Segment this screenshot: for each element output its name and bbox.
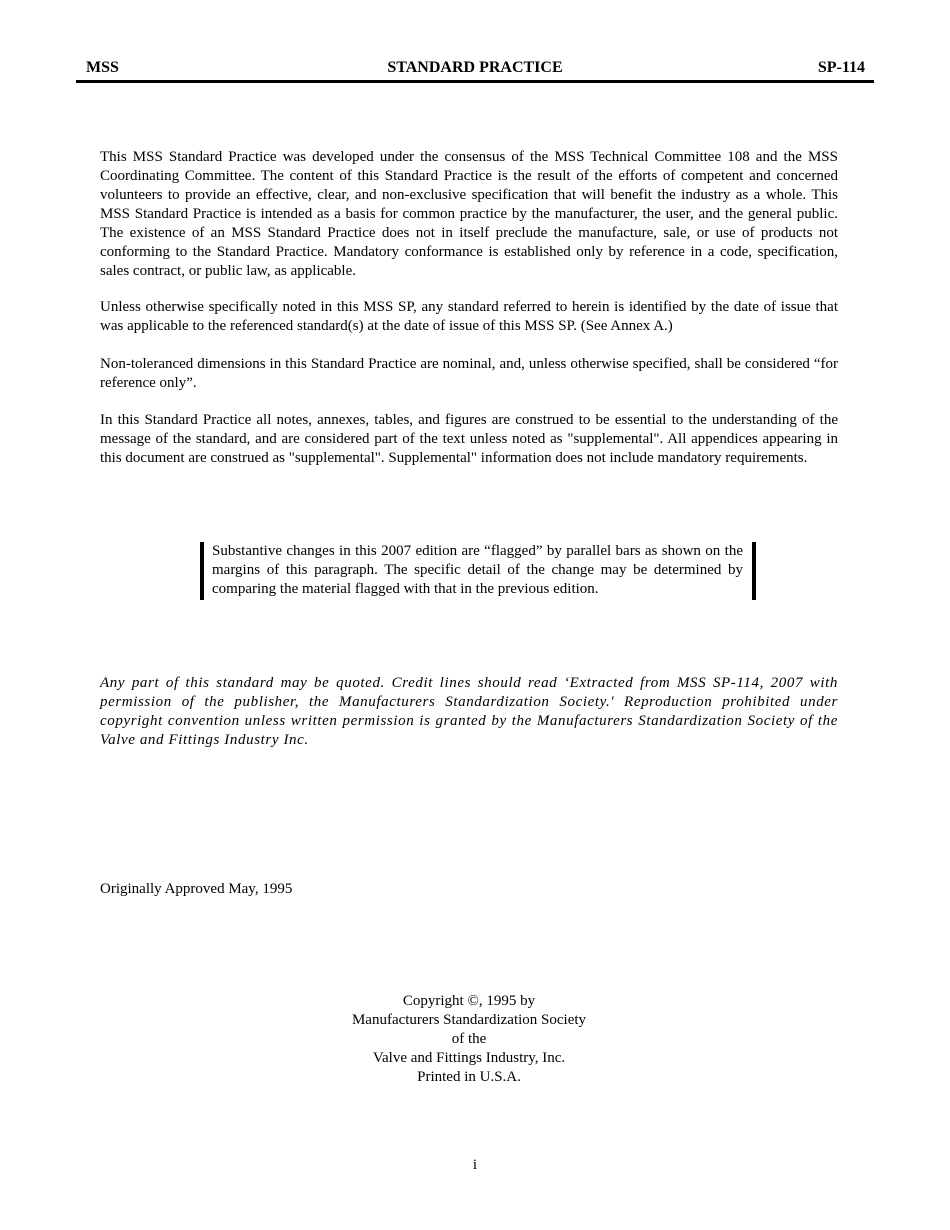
flagged-changes-text: Substantive changes in this 2007 edition are “flagged” by parallel bars as shown on the margins of this paragraph. The specific detail of the change may be determined by comparing the material flagged with that in the previous edition. [212,543,743,597]
header-doc-number: SP-114 [817,59,865,76]
copyright-line-2: Manufacturers Standardization Society [351,1012,587,1028]
quote-permission-notice: Any part of this standard may be quoted. Credit lines should read ‘Extracted from MSS SP-114, 2007 with permission of the publisher, the Manufacturers Standardization Society.' Reproduction prohibited under copyright convention unless written permission is granted by the Manufacturers Standardization Society of the Valve and Fittings Industry Inc. [100,675,838,748]
copyright-line-4: Valve and Fittings Industry, Inc. [372,1050,566,1066]
header-org: MSS [86,59,119,76]
approval-date: Originally Approved May, 1995 [100,881,293,897]
copyright-block [0,992,938,1087]
consensus-paragraph: This MSS Standard Practice was developed under the consensus of the MSS Technical Committee 108 and the MSS Coordinating Committee. The content of this Standard Practice is the result of the efforts of competent and concerned volunteers to provide an effective, clear, and non-exclusive specification that will benefit the industry as a whole. This MSS Standard Practice is intended as a basis for common practice by the manufacturer, the user, and the general public. The existence of an MSS Standard Practice does not in itself preclude the manufacture, sale, or use of products not conforming to the Standard Practice. Mandatory conformance is established only by reference in a code, specification, sales contract, or public law, as applicable. [100,149,838,279]
page-number: i [472,1157,478,1173]
copyright-line-1: Copyright ©, 1995 by [402,993,536,1009]
change-bar-right [752,542,756,600]
supplemental-paragraph: In this Standard Practice all notes, annexes, tables, and figures are construed to be essential to the understanding of the message of the standard, and are considered part of the text unless noted as "supplemental". All appendices appearing in this document are construed as "supplemental". Supplemental" information does not include mandatory requirements. [100,412,838,466]
copyright-line-5: Printed in U.S.A. [417,1069,521,1085]
flagged-changes-note [200,542,756,600]
referenced-standards-paragraph: Unless otherwise specifically noted in this MSS SP, any standard referred to herein is identified by the date of issue that was applicable to the referenced standard(s) at the date of issue of this MSS SP. (See Annex A.) [100,299,838,334]
non-toleranced-paragraph: Non-toleranced dimensions in this Standard Practice are nominal, and, unless otherwise specified, shall be considered “for reference only”. [100,356,838,391]
page-header [76,58,874,83]
change-bar-left [200,542,204,600]
copyright-line-3: of the [451,1031,487,1047]
header-title: STANDARD PRACTICE [387,59,563,76]
